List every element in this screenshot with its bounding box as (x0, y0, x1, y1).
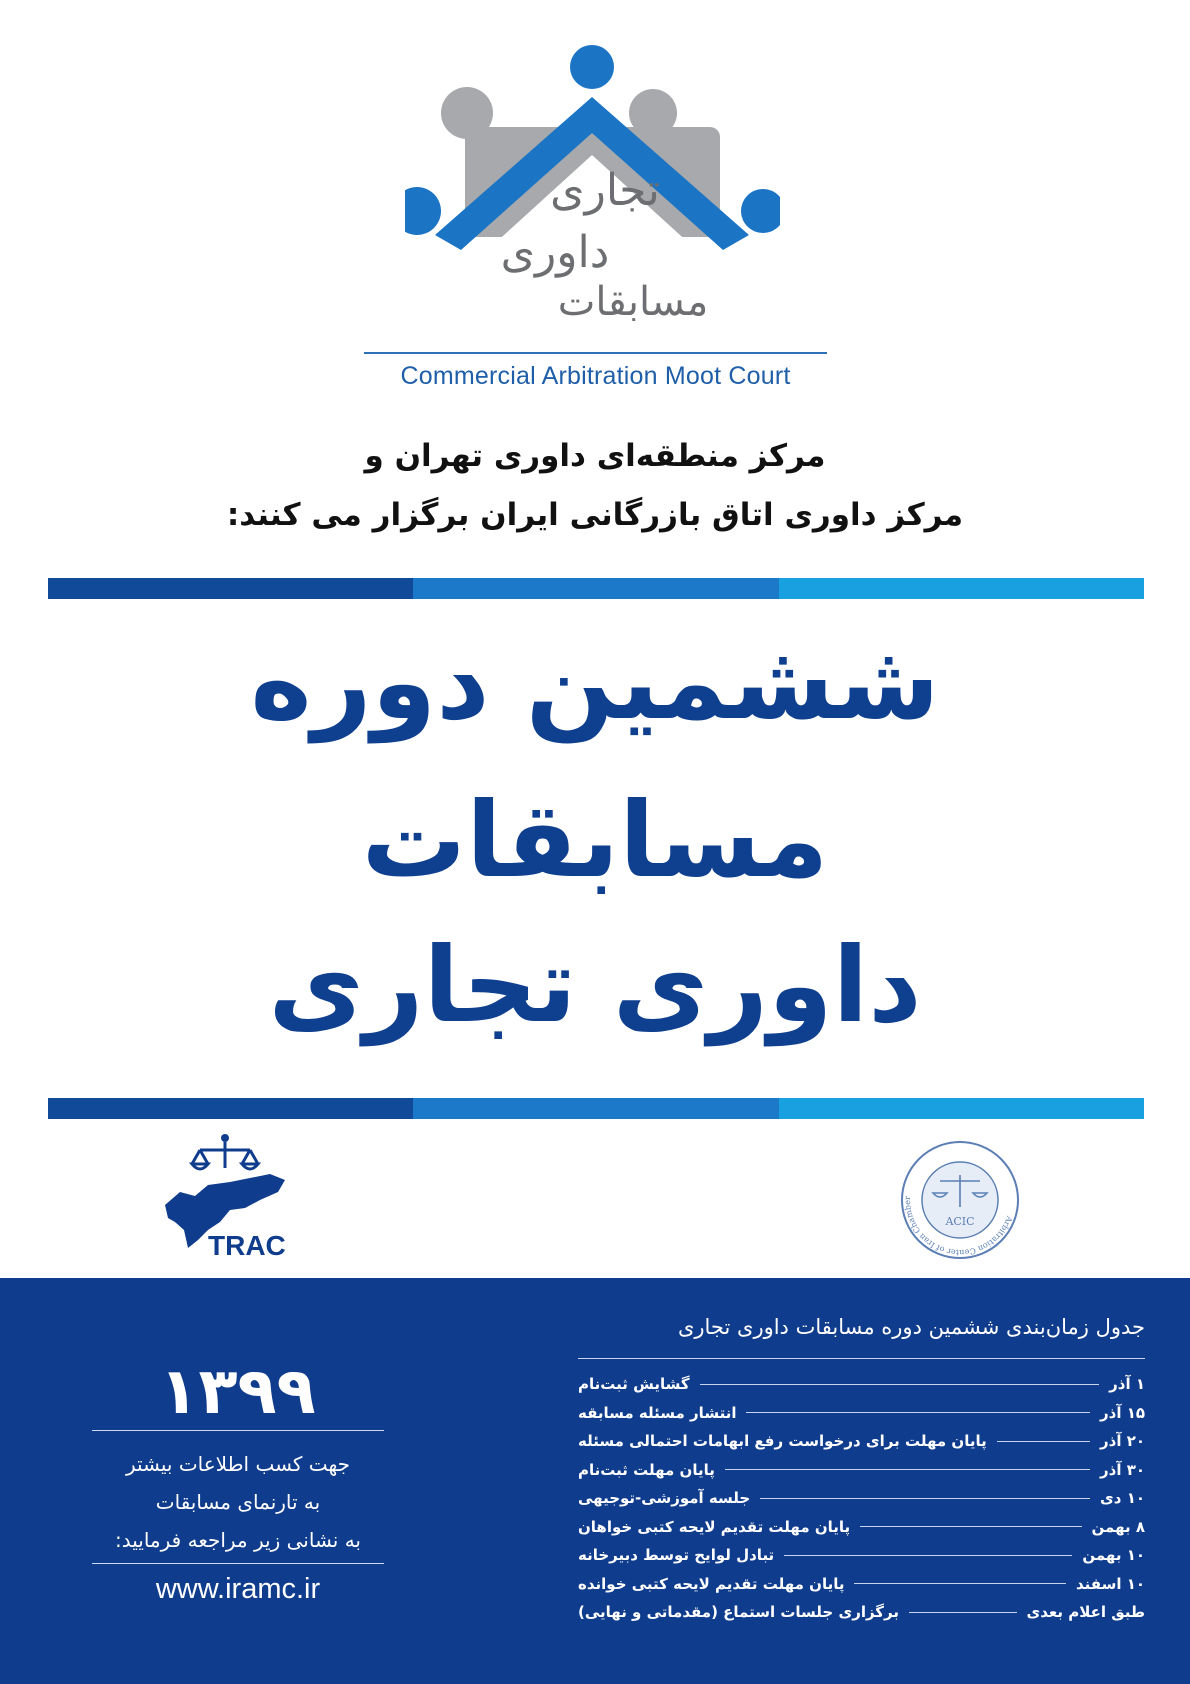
schedule-row (578, 1598, 1145, 1627)
schedule-event: پایان مهلت تقدیم لایحه کتبی خواهان (578, 1517, 851, 1536)
schedule-event: انتشار مسئله مسابقه (578, 1403, 737, 1422)
trac-logo (160, 1130, 310, 1260)
schedule-event: پایان مهلت تقدیم لایحه کتبی خوانده (578, 1574, 845, 1593)
info-line-3: به نشانی زیر مراجعه فرمایید: (115, 1528, 361, 1552)
schedule-title: جدول زمان‌بندی ششمین دوره مسابقات داوری تجاری (677, 1315, 1145, 1339)
schedule-date: ۱۰ اسفند (1075, 1574, 1145, 1593)
schedule-event: جلسه آموزشی-توجیهی (578, 1489, 751, 1508)
schedule-leader-line (909, 1612, 1017, 1613)
schedule-event: گشایش ثبت‌نام (578, 1375, 690, 1394)
schedule-date: ۸ بهمن (1091, 1517, 1145, 1536)
schedule-date: ۱۰ بهمن (1082, 1546, 1145, 1565)
schedule-row (578, 1427, 1145, 1456)
title-line-3: داوری تجاری (268, 924, 922, 1046)
year: ۱۳۹۹ (159, 1355, 316, 1429)
website-link[interactable]: www.iramc.ir (155, 1573, 321, 1605)
logo-divider (364, 352, 827, 354)
schedule-leader-line (700, 1384, 1100, 1385)
title-line-1: ششمین دوره (250, 621, 940, 743)
logo-word-3: مسابقات (557, 279, 709, 325)
trac-label: TRAC (208, 1230, 286, 1260)
moot-court-logo (405, 45, 780, 340)
schedule-leader-line (760, 1498, 1090, 1499)
schedule-event: برگزاری جلسات استماع (مقدماتی و نهایی) (578, 1603, 899, 1622)
schedule-date: طبق اعلام بعدی (1026, 1603, 1145, 1622)
footer-divider-bottom (92, 1563, 384, 1564)
schedule-leader-line (725, 1469, 1090, 1470)
schedule-event: پایان مهلت ثبت‌نام (578, 1460, 715, 1479)
schedule-row (578, 1570, 1145, 1599)
schedule-leader-line (997, 1441, 1090, 1442)
schedule-leader-line (784, 1555, 1072, 1556)
schedule-leader-line (854, 1583, 1066, 1584)
schedule-date: ۱۰ دی (1100, 1489, 1145, 1508)
schedule-row (578, 1513, 1145, 1542)
schedule-date: ۲۰ آذر (1099, 1432, 1145, 1451)
schedule-leader-line (746, 1412, 1090, 1413)
acic-ring-text: Arbitration Center of Iran Chamber (902, 1195, 1015, 1258)
schedule-event: پایان مهلت برای درخواست رفع ابهامات احتمالی مسئله (578, 1432, 987, 1451)
info-line-1: جهت کسب اطلاعات بیشتر (125, 1452, 351, 1476)
schedule-row (578, 1456, 1145, 1485)
footer-divider-top (92, 1430, 384, 1431)
logo-word-2: داوری (500, 227, 610, 278)
bottom-color-stripe (48, 1098, 1144, 1119)
schedule-title-rule (578, 1358, 1145, 1359)
schedule-row (578, 1399, 1145, 1428)
acic-label: ACIC (945, 1215, 975, 1228)
schedule-row (578, 1484, 1145, 1513)
schedule-date: ۳۰ آذر (1099, 1460, 1145, 1479)
title-line-2: مسابقات (361, 779, 829, 901)
schedule-date: ۱۵ آذر (1099, 1403, 1145, 1422)
info-line-2: به تارنمای مسابقات (155, 1490, 321, 1514)
organizer-line-2: مرکز داوری اتاق بازرگانی ایران برگزار می کنند: (226, 497, 964, 533)
organizer-line-1: مرکز منطقه‌ای داوری تهران و (364, 438, 826, 474)
schedule-date: ۱ آذر (1109, 1375, 1145, 1394)
schedule-table (578, 1370, 1145, 1627)
logo-caption: Commercial Arbitration Moot Court (400, 362, 791, 390)
info-text (92, 1445, 384, 1559)
logo-word-1: تجاری (550, 165, 660, 216)
schedule-row (578, 1370, 1145, 1399)
schedule-row (578, 1541, 1145, 1570)
acic-seal (895, 1135, 1025, 1265)
schedule-leader-line (860, 1526, 1081, 1527)
schedule-event: تبادل لوایح توسط دبیرخانه (578, 1546, 775, 1565)
top-color-stripe (48, 578, 1144, 599)
